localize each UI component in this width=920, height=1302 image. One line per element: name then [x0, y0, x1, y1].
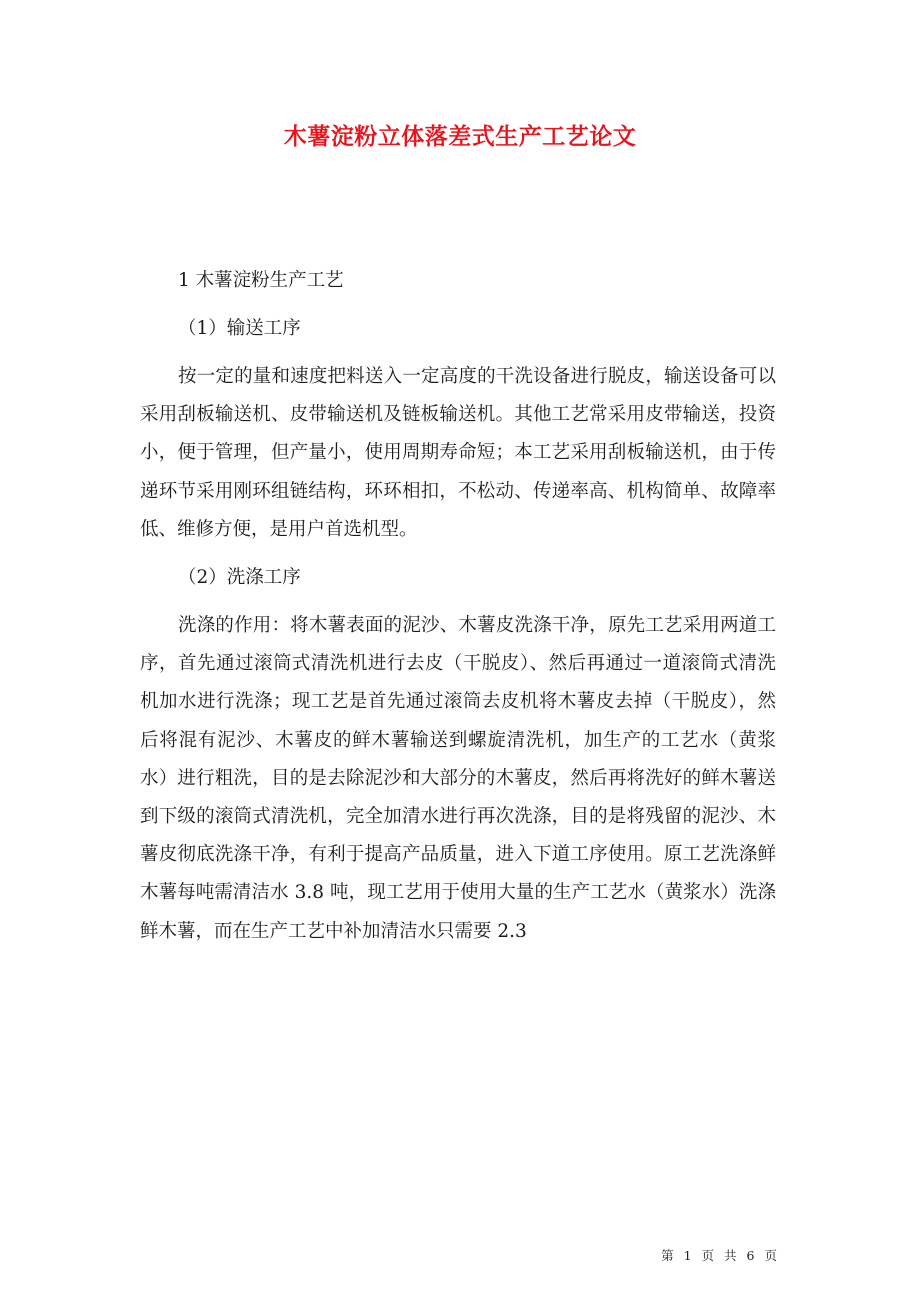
section-heading-washing: （2）洗涤工序 — [178, 567, 301, 589]
section-heading-main: 1 木薯淀粉生产工艺 — [178, 270, 344, 291]
paragraph-washing: 洗涤的作用：将木薯表面的泥沙、木薯皮洗涤干净，原先工艺采用两道工序，首先通过滚筒式清洗机进行去皮（干脱皮）、然后再通过一道滚筒式清洗机加水进行洗涤；现工艺是首先通过滚筒去皮机将木薯皮去掉（干脱皮），然后将混有泥沙、木薯皮的鲜木薯输送到螺旋清洗机，加生产的工艺水（黄浆水）进行粗洗，目的是去除泥沙和大部分的木薯皮，然后再将洗好的鲜木薯送到下级的滚筒式清洗机，完全加清水进行再次洗涤，目的是将残留的泥沙、木薯皮彻底洗涤干净，有利于提高产品质量，进入下道工序使用。原工艺洗涤鲜木薯每吨需清洁水 3.8 吨，现工艺用于使用大量的生产工艺水（黄浆水）洗涤鲜木薯，而在生产工艺中补加清洁水只需要 2.3 — [140, 615, 776, 942]
page-footer — [659, 1246, 780, 1264]
footer-total-prefix: 共 — [724, 1248, 738, 1263]
document-title: 木薯淀粉立体落差式生产工艺论文 — [283, 123, 637, 150]
footer-total-pages: 6 — [746, 1248, 756, 1263]
section-heading-conveying: （1）输送工序 — [178, 318, 301, 339]
footer-page-label: 页 — [701, 1248, 716, 1263]
document-body — [140, 262, 776, 961]
footer-prefix: 第 — [661, 1248, 675, 1263]
paragraph-conveying: 按一定的量和速度把料送入一定高度的干洗设备进行脱皮，输送设备可以采用刮板输送机、皮带输送机及链板输送机。其他工艺常采用皮带输送，投资小，便于管理，但产量小，使用周期寿命短；本工艺采用刮板输送机，由于传递环节采用刚环组链结构，环环相扣，不松动、传递率高、机构简单、故障率低、维修方便，是用户首选机型。 — [140, 366, 776, 540]
footer-page-number: 1 — [683, 1248, 693, 1263]
footer-suffix: 页 — [764, 1248, 778, 1263]
